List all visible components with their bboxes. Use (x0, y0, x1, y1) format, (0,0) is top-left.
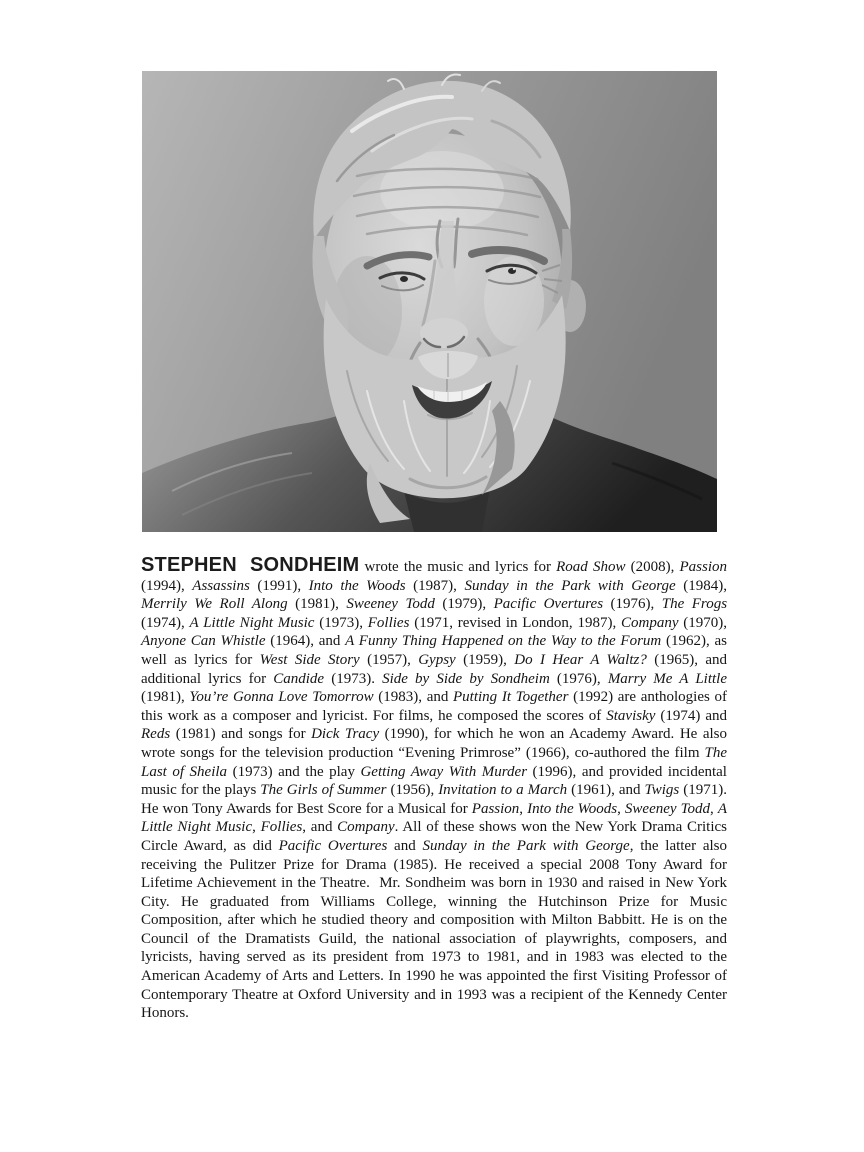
bio-paragraph (141, 556, 727, 1023)
portrait-photo (142, 71, 717, 532)
portrait-illustration (142, 71, 717, 532)
person-name-heading: STEPHEN SONDHEIM (141, 554, 360, 576)
bio-text: wrote the music and lyrics for Road Show (2008), Passion (1994), Assassins (1991), Into the Woods (1987), Sunday in the Park with George (1984), Merrily We Roll Along (1981), Sweeney Todd (1979), Pacific Overtures (1976), The Frogs (1974), A Little Night Music (1973), Follies (1971, revised in London, 1987), Company (1970), Anyone Can Whistle (1964), and A Funny Thing Happened on the Way to the Forum (1962), as well as lyrics for West Side Story (1957), Gypsy (1959), Do I Hear A Waltz? (1965), and additional lyrics for Candide (1973). Side by Side by Sondheim (1976), Marry Me A Little (1981), You’re Gonna Love Tomorrow (1983), and Putting It Together (1992) are anthologies of this work as a composer and lyricist. For films, he composed the scores of Stavisky (1974) and Reds (1981) and songs for Dick Tracy (1990), for which he won an Academy Award. He also wrote songs for the television production “Evening Primrose” (1966), co-authored the film The Last of Sheila (1973) and the play Getting Away With Murder (1996), and provided incidental music for the plays The Girls of Summer (1956), Invitation to a March (1961), and Twigs (1971). He won Tony Awards for Best Score for a Musical for Passion, Into the Woods, Sweeney Todd, A Little Night Music, Follies, and Company. All of these shows won the New York Drama Critics Circle Award, as did Pacific Overtures and Sunday in the Park with George, the latter also receiving the Pulitzer Prize for Drama (1985). He received a special 2008 Tony Award for Lifetime Achievement in the Theatre. Mr. Sondheim was born in 1930 and raised in New York City. He graduated from Williams College, winning the Hutchinson Prize for Music Composition, after which he studied theory and composition with Milton Babbitt. He is on the Council of the Dramatists Guild, the national association of playwrights, composers, and lyricists, having served as its president from 1973 to 1981, and in 1983 was elected to the American Academy of Arts and Letters. In 1990 he was appointed the first Visiting Professor of Contemporary Theatre at Oxford University and in 1993 was a recipient of the Kennedy Center Honors. (141, 559, 728, 1022)
